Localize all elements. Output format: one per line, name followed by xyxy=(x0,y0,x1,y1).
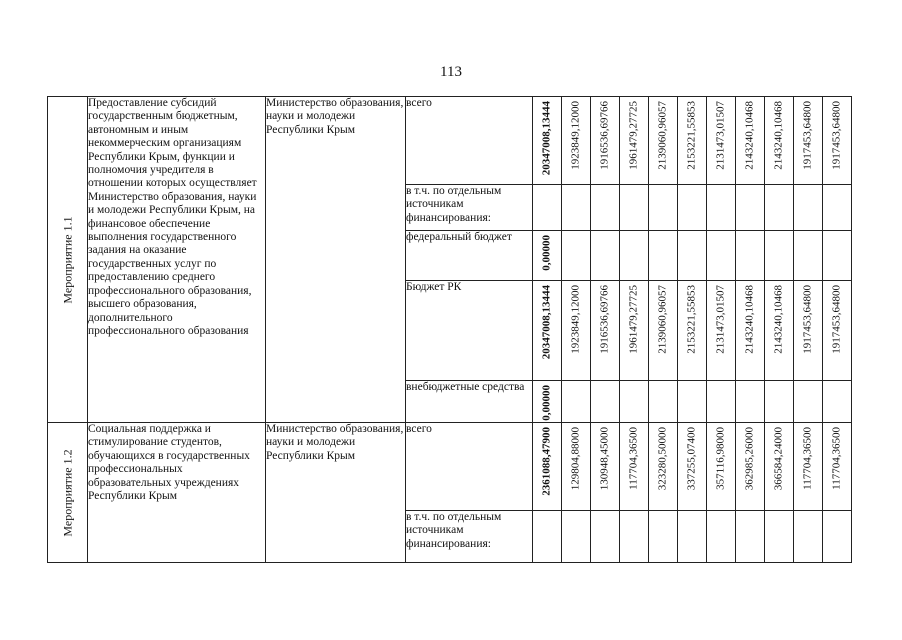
amount-cell xyxy=(678,97,707,185)
amount-cell xyxy=(649,185,678,231)
event-label: Мероприятие 1.1 xyxy=(59,215,74,304)
amount-cell xyxy=(678,423,707,511)
year-amount: 2131473,01507 xyxy=(714,285,727,354)
amount-cell xyxy=(707,281,736,381)
year-amount: 1917453,64800 xyxy=(830,101,843,170)
total-amount: 2361088,47900 xyxy=(540,427,553,496)
amount-cell xyxy=(620,231,649,281)
amount-cell xyxy=(678,511,707,563)
amount-cell xyxy=(794,423,823,511)
event-cell xyxy=(48,423,88,563)
executor-cell: Министерство образования, науки и молодежи Республики Крым xyxy=(266,423,406,563)
year-amount: 362985,26000 xyxy=(743,427,756,491)
funding-source-label: федеральный бюджет xyxy=(406,231,533,281)
amount-cell xyxy=(794,185,823,231)
amount-cell xyxy=(620,381,649,423)
amount-cell xyxy=(736,97,765,185)
amount-cell xyxy=(562,511,591,563)
amount-cell xyxy=(591,97,620,185)
total-amount: 0,00000 xyxy=(540,385,553,421)
amount-cell xyxy=(794,381,823,423)
amount-cell xyxy=(736,231,765,281)
amount-cell xyxy=(794,231,823,281)
amount-cell xyxy=(678,185,707,231)
amount-cell xyxy=(823,281,852,381)
amount-cell xyxy=(823,97,852,185)
event-cell xyxy=(48,97,88,423)
amount-cell xyxy=(823,231,852,281)
total-amount: 20347008,13444 xyxy=(540,101,553,176)
funding-source-label: всего xyxy=(406,97,533,185)
year-amount: 1917453,64800 xyxy=(801,101,814,170)
amount-cell xyxy=(765,97,794,185)
amount-cell xyxy=(823,185,852,231)
amount-cell xyxy=(591,231,620,281)
year-amount: 2131473,01507 xyxy=(714,101,727,170)
amount-cell xyxy=(707,381,736,423)
year-amount: 1917453,64800 xyxy=(830,285,843,354)
amount-cell xyxy=(562,231,591,281)
year-amount: 2139060,96057 xyxy=(656,285,669,354)
amount-cell xyxy=(765,185,794,231)
amount-cell xyxy=(591,423,620,511)
year-amount: 1961479,27725 xyxy=(627,285,640,354)
amount-cell xyxy=(707,423,736,511)
total-amount: 0,00000 xyxy=(540,235,553,271)
page-number: 113 xyxy=(440,64,462,80)
year-amount: 2153221,55853 xyxy=(685,101,698,170)
year-amount: 117704,36500 xyxy=(627,427,640,490)
amount-cell xyxy=(794,511,823,563)
funding-source-label: в т.ч. по отдельным источникам финансирования: xyxy=(406,185,533,231)
amount-cell xyxy=(765,231,794,281)
year-amount: 1923849,12000 xyxy=(569,285,582,354)
amount-cell xyxy=(591,185,620,231)
amount-cell xyxy=(591,381,620,423)
year-amount: 2143240,10468 xyxy=(743,285,756,354)
event-description: Социальная поддержка и стимулирование студентов, обучающихся в государственных профессиональных образовательных учреждениях Республики Крым xyxy=(88,423,266,563)
amount-cell xyxy=(765,511,794,563)
event-description: Предоставление субсидий государственным бюджетным, автономным и иным некоммерческим организациям Республики Крым, функции и полномочия учредителя в отношении которых осуществляет Министерство образования, науки и молодежи Республики Крым, на финансовое обеспечение выполнения государственного задания на оказание государственных услуг по предоставлению среднего профессионального образования, высшего образования, дополнительного профессионального образования xyxy=(88,97,266,423)
funding-table xyxy=(47,96,852,563)
amount-cell xyxy=(765,423,794,511)
amount-cell xyxy=(591,511,620,563)
table-row xyxy=(48,97,852,185)
amount-cell xyxy=(649,281,678,381)
amount-cell xyxy=(533,511,562,563)
year-amount: 1916536,69766 xyxy=(598,101,611,170)
event-label: Мероприятие 1.2 xyxy=(59,448,74,537)
amount-cell xyxy=(591,281,620,381)
amount-cell xyxy=(649,231,678,281)
amount-cell xyxy=(620,281,649,381)
amount-cell xyxy=(562,423,591,511)
year-amount: 129804,88000 xyxy=(569,427,582,491)
amount-cell xyxy=(765,281,794,381)
amount-cell xyxy=(794,97,823,185)
year-amount: 117704,36500 xyxy=(801,427,814,490)
year-amount: 1961479,27725 xyxy=(627,101,640,170)
amount-cell xyxy=(562,97,591,185)
amount-cell xyxy=(533,185,562,231)
year-amount: 130948,45000 xyxy=(598,427,611,491)
amount-cell xyxy=(649,511,678,563)
amount-cell xyxy=(707,97,736,185)
amount-cell xyxy=(736,281,765,381)
amount-cell xyxy=(707,511,736,563)
funding-source-label: Бюджет РК xyxy=(406,281,533,381)
amount-cell xyxy=(736,423,765,511)
amount-cell xyxy=(707,231,736,281)
year-amount: 357116,98000 xyxy=(714,427,727,490)
amount-cell xyxy=(736,381,765,423)
funding-source-label: всего xyxy=(406,423,533,511)
year-amount: 1917453,64800 xyxy=(801,285,814,354)
amount-cell xyxy=(533,281,562,381)
year-amount: 1923849,12000 xyxy=(569,101,582,170)
amount-cell xyxy=(678,281,707,381)
total-amount: 20347008,13444 xyxy=(540,285,553,360)
amount-cell xyxy=(620,97,649,185)
amount-cell xyxy=(823,511,852,563)
year-amount: 323280,50000 xyxy=(656,427,669,491)
amount-cell xyxy=(649,97,678,185)
amount-cell xyxy=(620,511,649,563)
funding-source-label: в т.ч. по отдельным источникам финансирования: xyxy=(406,511,533,563)
year-amount: 2143240,10468 xyxy=(772,101,785,170)
amount-cell xyxy=(533,423,562,511)
year-amount: 366584,24000 xyxy=(772,427,785,491)
amount-cell xyxy=(562,281,591,381)
year-amount: 2143240,10468 xyxy=(772,285,785,354)
year-amount: 1916536,69766 xyxy=(598,285,611,354)
amount-cell xyxy=(707,185,736,231)
table-row xyxy=(48,423,852,511)
amount-cell xyxy=(678,231,707,281)
year-amount: 2139060,96057 xyxy=(656,101,669,170)
amount-cell xyxy=(620,423,649,511)
amount-cell xyxy=(649,423,678,511)
year-amount: 337255,07400 xyxy=(685,427,698,491)
amount-cell xyxy=(533,381,562,423)
executor-cell: Министерство образования, науки и молодежи Республики Крым xyxy=(266,97,406,423)
year-amount: 117704,36500 xyxy=(830,427,843,490)
amount-cell xyxy=(562,381,591,423)
amount-cell xyxy=(736,185,765,231)
amount-cell xyxy=(823,423,852,511)
amount-cell xyxy=(678,381,707,423)
amount-cell xyxy=(794,281,823,381)
amount-cell xyxy=(649,381,678,423)
amount-cell xyxy=(533,97,562,185)
amount-cell xyxy=(736,511,765,563)
amount-cell xyxy=(562,185,591,231)
year-amount: 2143240,10468 xyxy=(743,101,756,170)
funding-source-label: внебюджетные средства xyxy=(406,381,533,423)
year-amount: 2153221,55853 xyxy=(685,285,698,354)
amount-cell xyxy=(823,381,852,423)
amount-cell xyxy=(620,185,649,231)
amount-cell xyxy=(533,231,562,281)
amount-cell xyxy=(765,381,794,423)
